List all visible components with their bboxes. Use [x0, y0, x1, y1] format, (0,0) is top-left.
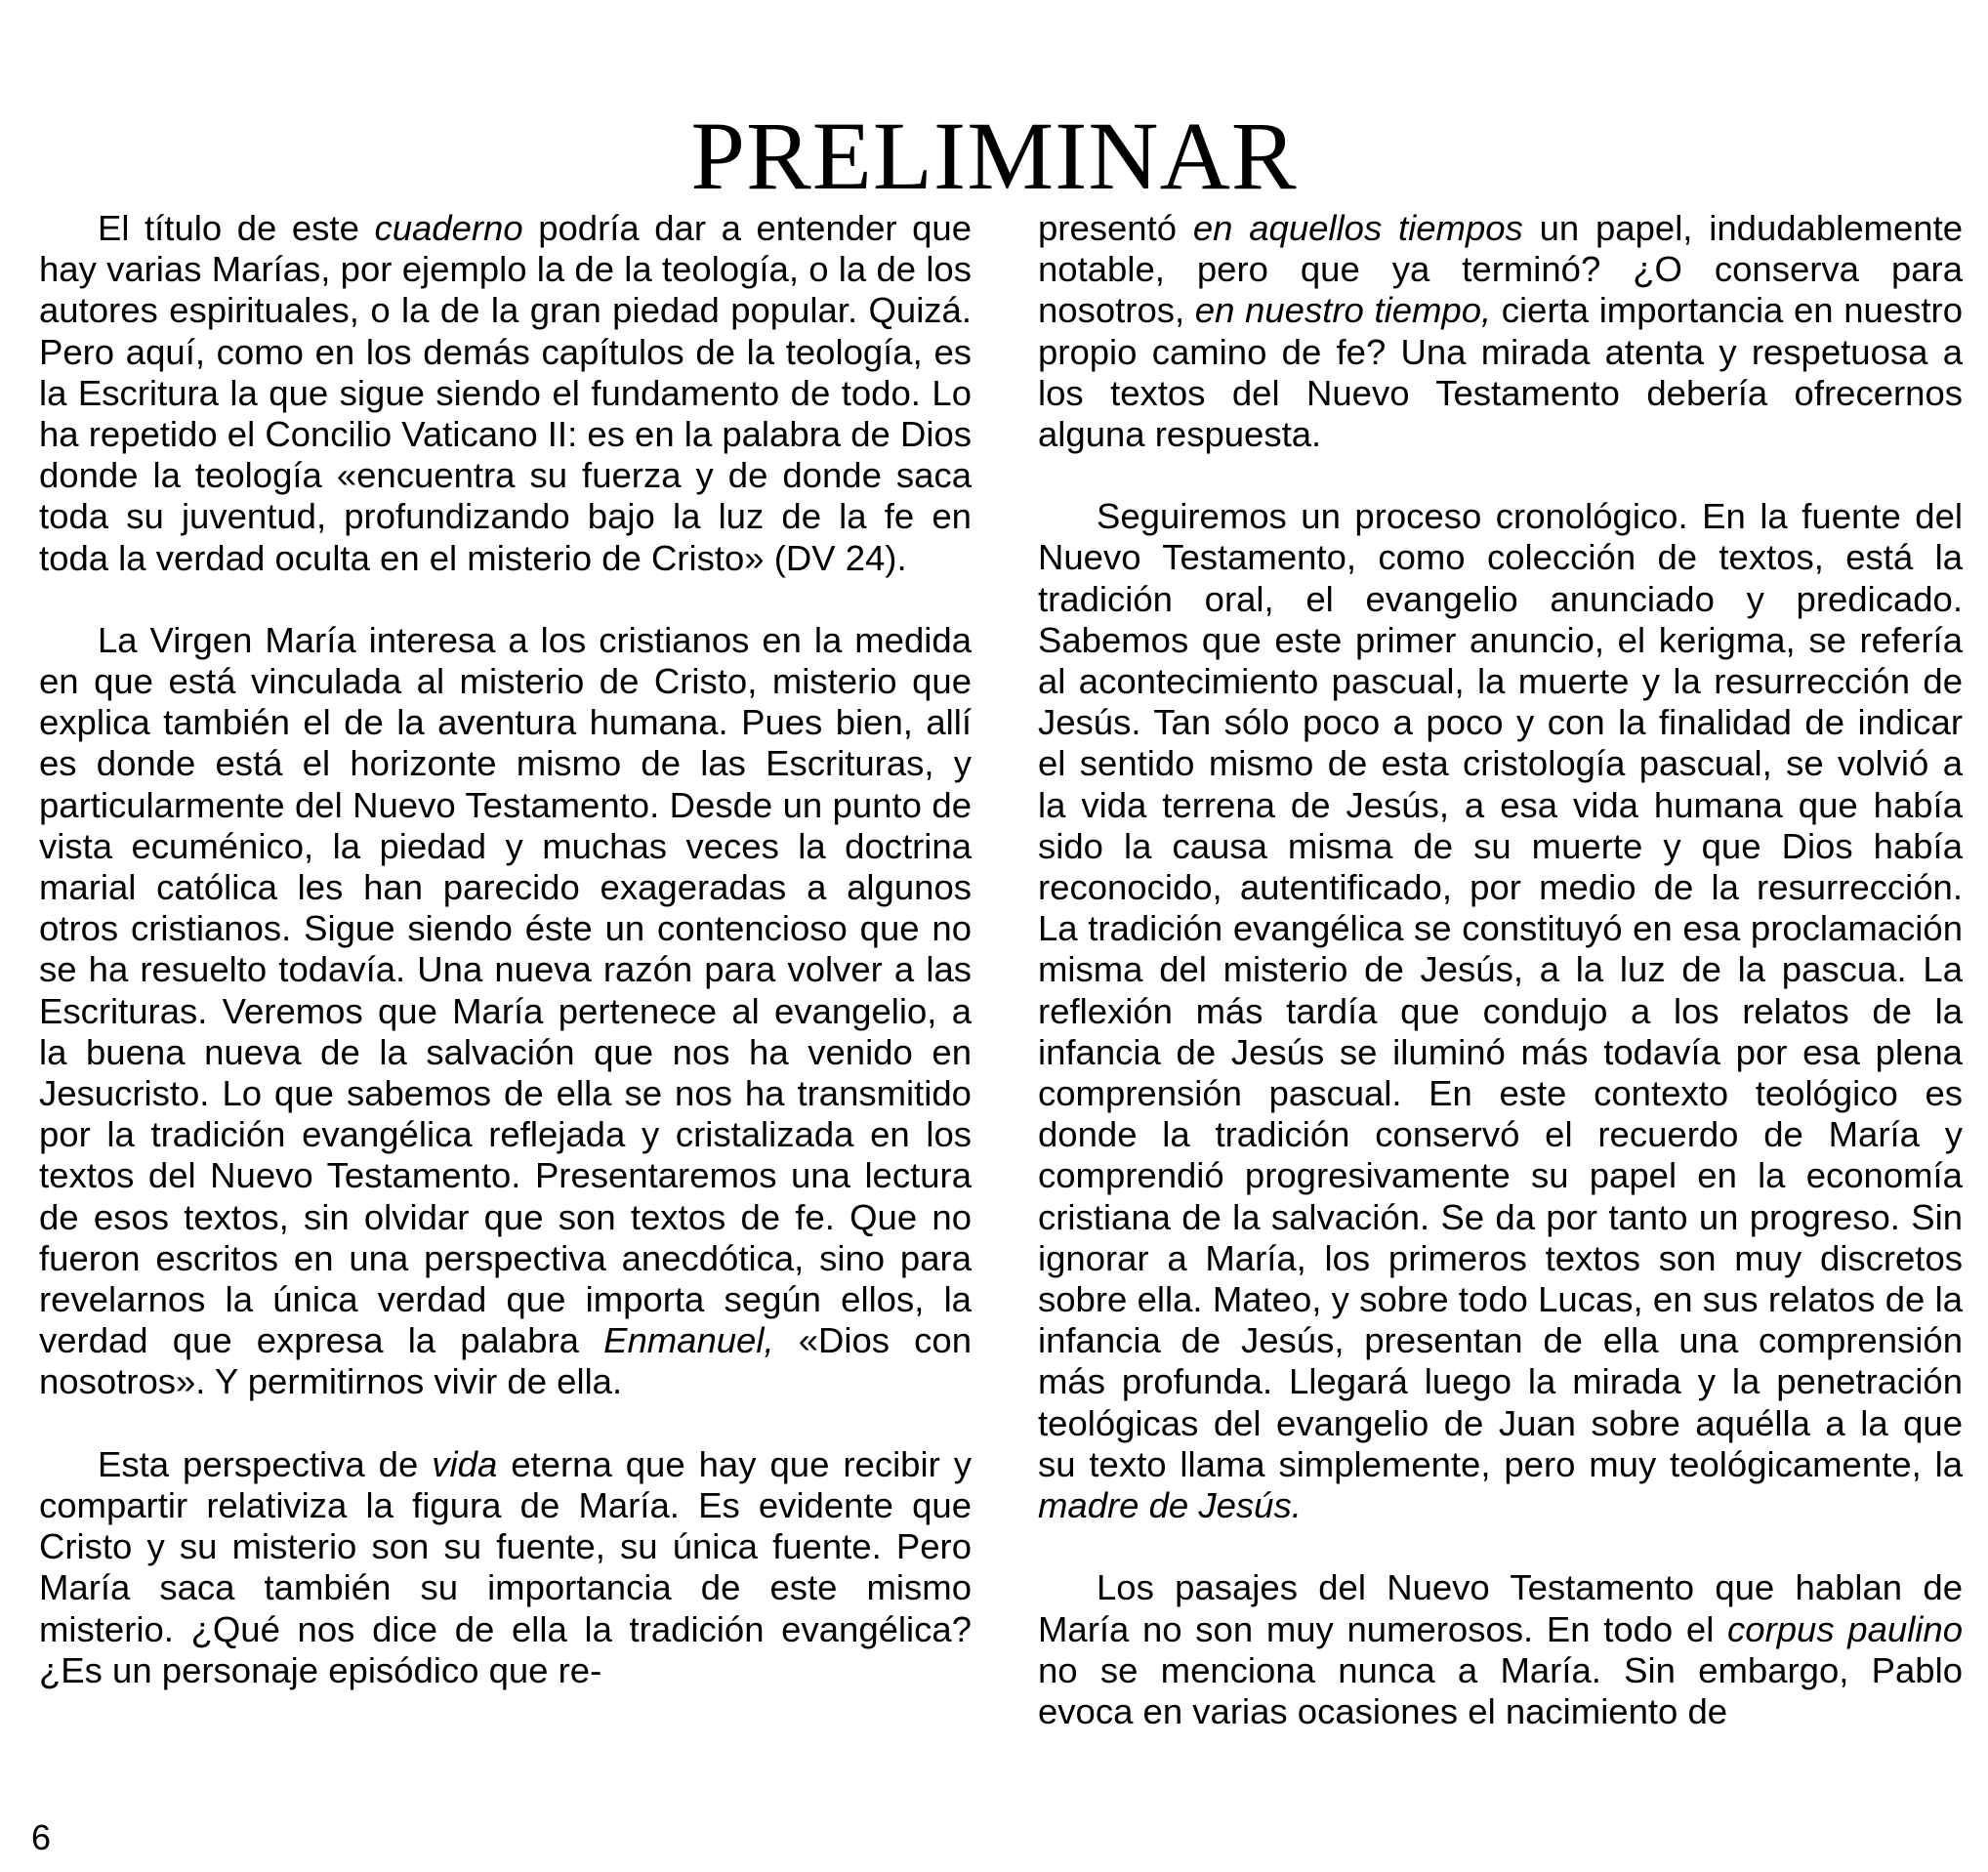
- paragraph: La Virgen María interesa a los cristianos en la medida en que está vinculada al misterio de Cristo, misterio que explica también el de la aventura humana. Pues bien, allí es donde está el horizonte mismo de las Escrituras, y particularmente del Nuevo Testamento. Desde un punto de vista ecuménico, la piedad y muchas veces la doctrina marial católica les han parecido exageradas a algunos otros cristianos. Sigue siendo éste un contencioso que no se ha resuelto todavía. Una nueva razón para volver a las Escrituras. Veremos que María pertenece al evangelio, a la buena nueva de la salvación que nos ha venido en Jesucristo. Lo que sabemos de ella se nos ha transmitido por la tradición evangélica reflejada y cristalizada en los textos del Nuevo Testamento. Presentaremos una lectura de esos textos, sin olvidar que son textos de fe. Que no fueron escritos en una perspectiva anecdótica, sino para revelarnos la única verdad que importa según ellos, la verdad que expresa la palabra Enmanuel, «Dios con nosotros». Y permitirnos vivir de ella.: [39, 619, 973, 1402]
- paragraph: Seguiremos un proceso cronológico. En la fuente del Nuevo Testamento, como colección de textos, está la tradición oral, el evangelio anunciado y predicado. Sabemos que este primer anuncio, el kerigma, se refería al acontecimiento pascual, la muerte y la resurrección de Jesús. Tan sólo poco a poco y con la finalidad de indicar el sentido mismo de esta cristología pascual, se volvió a la vida terrena de Jesús, a esa vida humana que había sido la causa misma de su muerte y que Dios había reconocido, autentificado, por medio de la resurrección. La tradición evangélica se constituyó en esa proclamación misma del misterio de Jesús, a la luz de la pascua. La reflexión más tardía que condujo a los relatos de la infancia de Jesús se iluminó más todavía por esa plena comprensión pascual. En este contexto teológico es donde la tradición conservó el recuerdo de María y comprendió progresivamente su papel en la economía cristiana de la salvación. Se da por tanto un progreso. Sin ignorar a María, los primeros textos son muy discretos sobre ella. Mateo, y sobre todo Lucas, en sus relatos de la infancia de Jesús, presentan de ella una comprensión más profunda. Llegará luego la mirada y la penetración teológicas del evangelio de Juan sobre aquélla a la que su texto llama simplemente, pero muy teológicamente, la madre de Jesús.: [1038, 496, 1963, 1526]
- page-title: PRELIMINAR: [690, 102, 1298, 210]
- right-column: [1038, 208, 1963, 1732]
- paragraph: Esta perspectiva de vida eterna que hay que recibir y compartir relativiza la figura de María. Es evidente que Cristo y su misterio son su fuente, su única fuente. Pero María saca también su importancia de este mismo misterio. ¿Qué nos dice de ella la tradición evangélica? ¿Es un personaje episódico que re-: [39, 1443, 972, 1690]
- paragraph: presentó en aquellos tiempos un papel, indudablemente notable, pero que ya terminó? ¿O conserva para nosotros, en nuestro tiempo, cierta importancia en nuestro propio camino de fe? Una mirada atenta y respetuosa a los textos del Nuevo Testamento debería ofrecernos alguna respuesta.: [1038, 208, 1964, 455]
- page-number: 6: [31, 1817, 52, 1857]
- left-column: [39, 208, 972, 1691]
- paragraph: Los pasajes del Nuevo Testamento que hablan de María no son muy numerosos. En todo el corpus paulino no se menciona nunca a María. Sin embargo, Pablo evoca en varias ocasiones el nacimiento de: [1038, 1567, 1963, 1731]
- paragraph: El título de este cuaderno podría dar a entender que hay varias Marías, por ejemplo la de la teología, o la de los autores espirituales, o la de la gran piedad popular. Quizá. Pero aquí, como en los demás capítulos de la teología, es la Escritura la que sigue siendo el fundamento de todo. Lo ha repetido el Concilio Vaticano II: es en la palabra de Dios donde la teología «encuentra su fuerza y de donde saca toda su juventud, profundizando bajo la luz de la fe en toda la verdad oculta en el misterio de Cristo» (DV 24).: [39, 208, 972, 578]
